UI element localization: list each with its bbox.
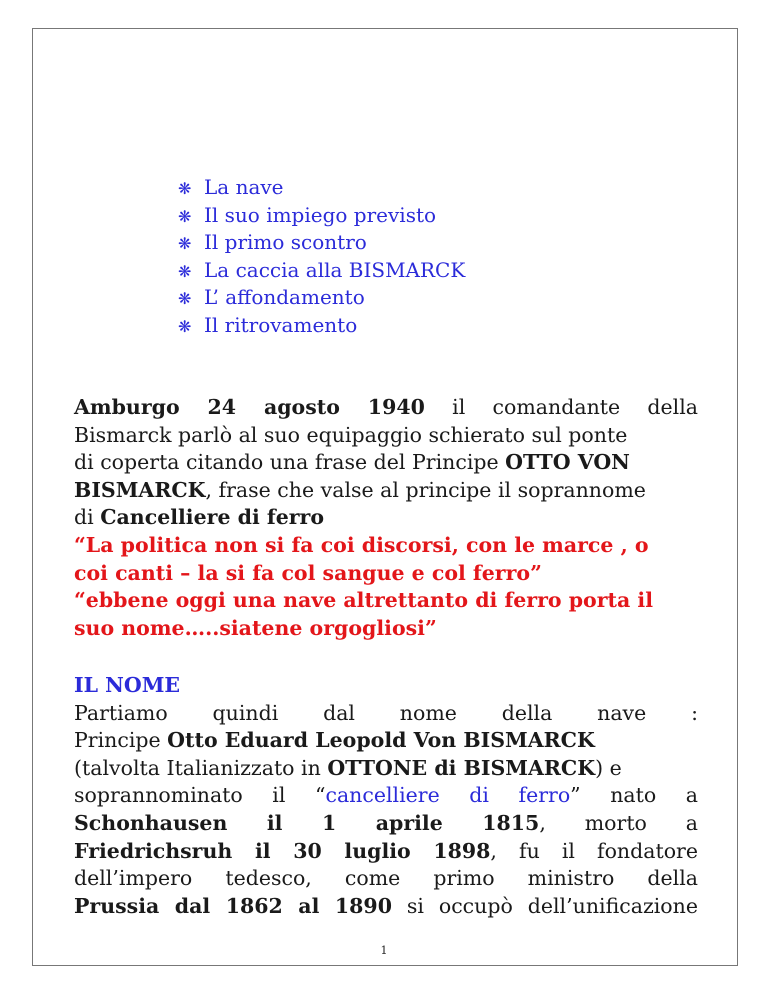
- snowflake-bullet-icon: ❋: [178, 179, 192, 198]
- text-line: BISMARCK, frase che valse al principe il soprannome: [74, 477, 646, 502]
- quote-line: coi canti – la si fa col sangue e col ferro”: [74, 560, 542, 585]
- text-line: di coperta citando una frase del Principe OTTO VON: [74, 450, 630, 475]
- intro-paragraph: [74, 394, 698, 642]
- quote-line: “ebbene oggi una nave altrettanto di ferro porta il: [74, 588, 653, 613]
- text-line: soprannominato il “cancelliere di ferro” nato a: [74, 783, 698, 808]
- quote-line: suo nome…..siatene orgogliosi”: [74, 615, 437, 640]
- text-line: Schonhausen il 1 aprile 1815, morto a: [74, 810, 699, 835]
- section-il-nome: [74, 672, 698, 920]
- text-line: Amburgo 24 agosto 1940 il comandante della: [74, 395, 698, 419]
- text-line: Friedrichsruh il 30 luglio 1898, fu il fondatore: [74, 838, 698, 863]
- toc-item: ❋ L’ affondamento: [178, 284, 465, 312]
- text-line: Bismarck parlò al suo equipaggio schierato sul ponte: [74, 422, 628, 447]
- snowflake-bullet-icon: ❋: [178, 234, 192, 253]
- text-line: dell’impero tedesco, come primo ministro della: [74, 866, 698, 891]
- toc-item: ❋ Il primo scontro: [178, 229, 465, 257]
- text-line: di Cancelliere di ferro: [74, 505, 325, 530]
- text-line: (talvolta Italianizzato in OTTONE di BISMARCK) e: [74, 755, 622, 780]
- table-of-contents: [178, 174, 465, 339]
- toc-item: ❋ Il ritrovamento: [178, 312, 465, 340]
- snowflake-bullet-icon: ❋: [178, 206, 192, 226]
- snowflake-bullet-icon: ❋: [178, 316, 192, 336]
- toc-item: ❋ La nave: [178, 174, 465, 202]
- text-line: Principe Otto Eduard Leopold Von BISMARCK: [74, 728, 595, 753]
- quote-line: “La politica non si fa coi discorsi, con le marce , o: [74, 532, 649, 557]
- section-heading: IL NOME: [74, 673, 181, 697]
- text-line: Prussia dal 1862 al 1890 si occupò dell’unificazione: [74, 893, 698, 918]
- text-line: Partiamo quindi dal nome della nave :: [74, 700, 698, 725]
- page-number: 1: [380, 944, 388, 957]
- toc-item: ❋ Il suo impiego previsto: [178, 202, 465, 230]
- snowflake-bullet-icon: ❋: [178, 261, 192, 281]
- snowflake-bullet-icon: ❋: [178, 289, 192, 308]
- toc-item: ❋ La caccia alla BISMARCK: [178, 257, 465, 285]
